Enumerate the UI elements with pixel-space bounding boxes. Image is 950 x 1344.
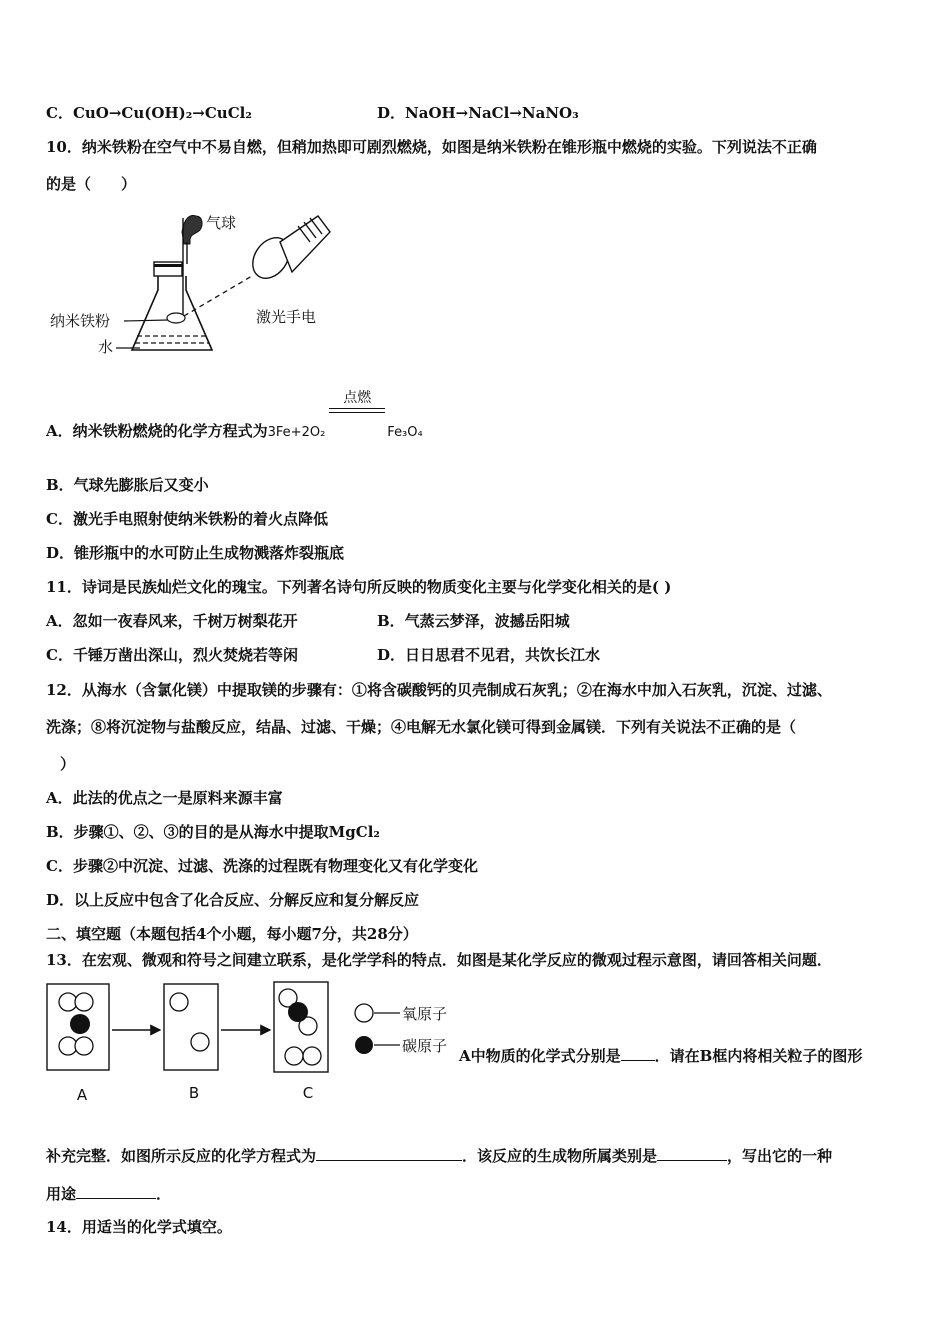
legend-oxygen-label: 氧原子 [402,1005,448,1023]
q9-option-d: D．NaOH→NaCl→NaNO₃ [377,104,579,122]
legend-oxygen-symbol [355,1004,373,1022]
q10-stem-line1: 10．纳米铁粉在空气中不易自燃，但稍加热即可剧烈燃烧，如图是纳米铁粉在锥形瓶中燃烧的实验。下列说法不正确 [46,138,817,156]
q12-option-a: A．此法的优点之一是原料来源丰富 [46,789,283,807]
water-label: 水 [98,338,114,356]
balloon-label: 气球 [206,214,237,232]
q13-stem: 13．在宏观、微观和符号之间建立联系，是化学学科的特点．如图是某化学反应的微观过程示意图，请回答相关问题． [46,951,832,969]
q13-text-line3: 用途 ． [46,1182,171,1204]
q12-option-d: D．以上反应中包含了化合反应、分解反应和复分解反应 [46,891,420,909]
section-title: 二、填空题（本题包括4个小题，每小题7分，共28分） [46,925,418,943]
q10-figure [44,204,344,364]
iron-powder-dish [167,313,185,323]
q11-option-a: A．忽如一夜春风来，千树万树梨花开 [46,612,298,630]
q10-stem-line2: 的是（ ） [46,175,137,193]
q10-option-d: D．锥形瓶中的水可防止生成物溅落炸裂瓶底 [46,544,345,562]
flashlight-label: 激光手电 [256,308,317,326]
q13-text-line2: 补充完整．如图所示反应的化学方程式为 ．该反应的生成物所属类别是 ，写出它的一种 [46,1144,832,1166]
reaction-condition-arrow: 点燃 [325,416,387,436]
q12-option-c: C．步骤②中沉淀、过滤、洗涤的过程既有物理变化又有化学变化 [46,857,478,875]
q10-option-c: C．激光手电照射使纳米铁粉的着火点降低 [46,510,328,528]
laser-flashlight [245,216,330,285]
legend-carbon-symbol [355,1036,373,1054]
box-b-label: B [188,1084,200,1102]
q11-option-d: D．日日思君不见君，共饮长江水 [377,646,601,664]
q12-stem-line1: 12．从海水（含氯化镁）中提取镁的步骤有：①将含碳酸钙的贝壳制成石灰乳；②在海水中加入石灰乳，沉淀、过滤、 [46,681,832,699]
q11-option-b: B．气蒸云梦泽，波撼岳阳城 [377,612,570,630]
q9-option-c: C．CuO→Cu(OH)₂→CuCl₂ [46,104,252,122]
box-a-label: A [76,1086,88,1104]
q14-stem: 14．用适当的化学式填空。 [46,1218,232,1236]
q11-option-c: C．千锤万凿出深山，烈火焚烧若等闲 [46,646,298,664]
q12-option-b: B．步骤①、②、③的目的是从海水中提取MgCl₂ [46,823,380,841]
q13-text-line1: A中物质的化学式分别是 ．请在B框内将相关粒子的图形 [459,1044,862,1066]
balloon-shape [182,216,202,244]
iron-powder-label: 纳米铁粉 [50,312,111,330]
box-c-label: C [302,1084,314,1102]
q12-stem-line2: 洗涤；⑧将沉淀物与盐酸反应，结晶、过滤、干燥；④电解无水氯化镁可得到金属镁．下列有关说法不正确的是（ [46,718,797,736]
q11-stem: 11．诗词是民族灿烂文化的瑰宝。下列著名诗句所反映的物质变化主要与化学变化相关的是( ) [46,578,672,596]
q12-stem-line3: ） [60,755,76,773]
legend-carbon-label: 碳原子 [402,1037,448,1055]
q10-option-a: A．纳米铁粉燃烧的化学方程式为3Fe+2O₂ 点燃 Fe₃O₄ [46,390,423,440]
q10-option-b: B．气球先膨胀后又变小 [46,476,209,494]
q13-micro-diagram [44,978,464,1106]
